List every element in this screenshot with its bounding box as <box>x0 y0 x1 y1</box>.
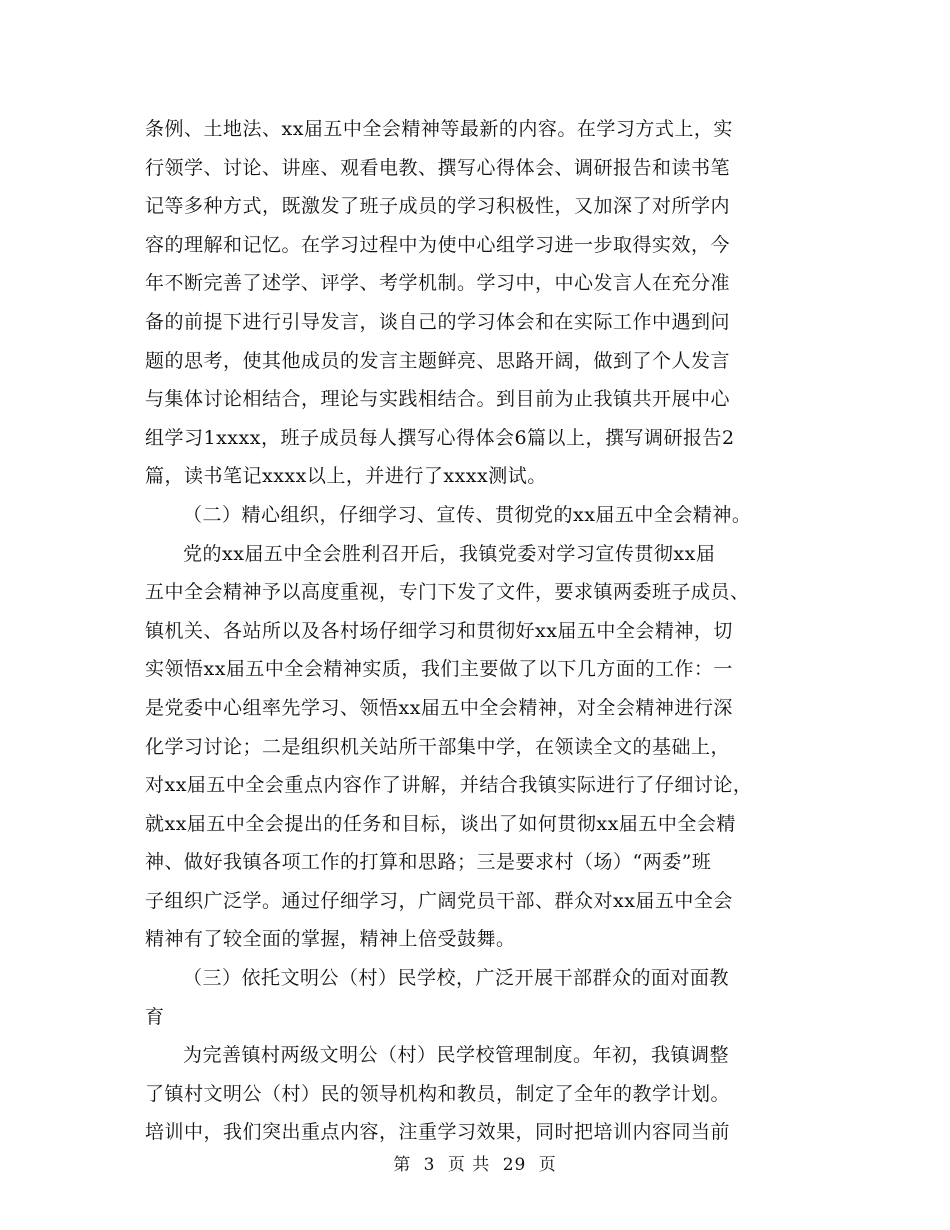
text-line: 五中全会精神予以高度重视，专门下发了文件，要求镇两委班子成员、 <box>145 581 750 604</box>
footer-suffix: 页 <box>538 1155 557 1175</box>
text-line: 育 <box>145 1005 165 1028</box>
text-line: 了镇村文明公（村）民的领导机构和教员，制定了全年的教学计划。 <box>145 1082 731 1105</box>
footer-middle: 页 共 <box>447 1155 491 1175</box>
text-line: 实领悟xx届五中全会精神实质，我们主要做了以下几方面的工作：一 <box>145 658 733 681</box>
text-line: 记等多种方式，既激发了班子成员的学习积极性，又加深了对所学内 <box>145 195 731 218</box>
text-line: 培训中，我们突出重点内容，注重学习效果，同时把培训内容同当前 <box>145 1121 731 1144</box>
text-line: 精神有了较全面的掌握，精神上倍受鼓舞。 <box>145 928 516 951</box>
text-line: （二）精心组织，仔细学习、宣传、贯彻党的xx届五中全会精神。 <box>183 503 752 526</box>
text-line: 是党委中心组率先学习、领悟xx届五中全会精神，对全会精神进行深 <box>145 696 733 719</box>
text-line: 年不断完善了述学、评学、考学机制。学习中，中心发言人在充分准 <box>145 272 731 295</box>
footer-total-pages: 29 <box>502 1155 527 1175</box>
text-line: 就xx届五中全会提出的任务和目标，谈出了如何贯彻xx届五中全会精 <box>145 812 736 835</box>
text-line: 子组织广泛学。通过仔细学习，广阔党员干部、群众对xx届五中全会 <box>145 889 733 912</box>
page-footer <box>0 1150 950 1175</box>
text-line: 行领学、讨论、讲座、观看电教、撰写心得体会、调研报告和读书笔 <box>145 156 731 179</box>
text-line: 镇机关、各站所以及各村场仔细学习和贯彻好xx届五中全会精神，切 <box>145 619 733 642</box>
text-line: 党的xx届五中全会胜利召开后，我镇党委对学习宣传贯彻xx届 <box>183 542 716 565</box>
text-line: （三）依托文明公（村）民学校，广泛开展干部群众的面对面教 <box>183 967 730 990</box>
text-line: 神、做好我镇各项工作的打算和思路；三是要求村（场）“两委”班 <box>145 851 712 874</box>
text-line: 与集体讨论相结合，理论与实践相结合。到目前为止我镇共开展中心 <box>145 388 731 411</box>
text-line: 篇，读书笔记xxxx以上，并进行了xxxx测试。 <box>145 465 547 488</box>
text-line: 对xx届五中全会重点内容作了讲解，并结合我镇实际进行了仔细讨论， <box>145 774 753 797</box>
document-body <box>145 110 825 1152</box>
text-line: 组学习1xxxx，班子成员每人撰写心得体会6篇以上，撰写调研报告2 <box>145 426 735 449</box>
text-line: 备的前提下进行引导发言，谈自己的学习体会和在实际工作中遇到问 <box>145 310 731 333</box>
text-line: 条例、土地法、xx届五中全会精神等最新的内容。在学习方式上，实 <box>145 118 733 140</box>
footer-prefix: 第 <box>393 1155 412 1175</box>
text-line: 题的思考，使其他成员的发言主题鲜亮、思路开阔，做到了个人发言 <box>145 349 731 372</box>
text-line: 为完善镇村两级文明公（村）民学校管理制度。年初，我镇调整 <box>183 1044 730 1067</box>
footer-current-page: 3 <box>423 1155 436 1175</box>
text-line: 容的理解和记忆。在学习过程中为使中心组学习进一步取得实效，今 <box>145 233 731 256</box>
text-line: 化学习讨论；二是组织机关站所干部集中学，在领读全文的基础上， <box>145 735 731 758</box>
